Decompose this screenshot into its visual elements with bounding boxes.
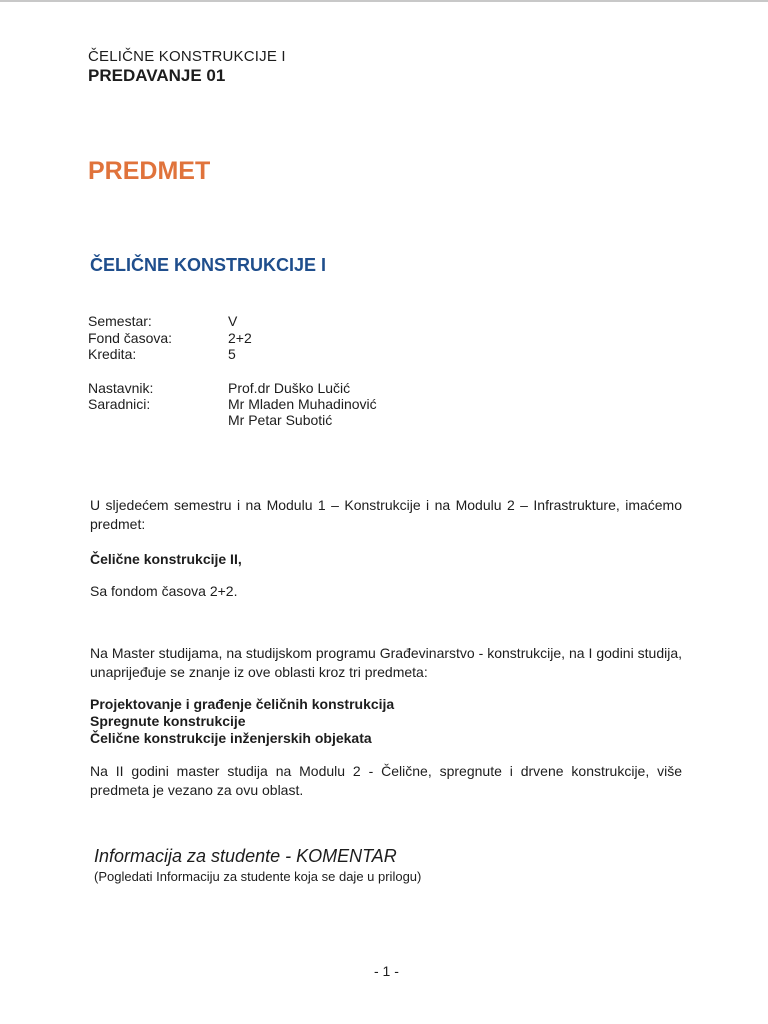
detail-label: Fond časova: [88,330,173,346]
info-subtitle: (Pogledati Informaciju za studente koja se daje u prilogu) [94,869,422,884]
teacher-name: Prof.dr Duško Lučić [228,380,351,396]
assistants-label: Saradnici: [88,396,151,412]
header-lecture-line: PREDAVANJE 01 [88,66,226,85]
master-subject-item: Projektovanje i građenje čeličnih konstrukcija [90,696,395,712]
teacher-label: Nastavnik: [88,380,154,396]
header-course-line: ČELIČNE KONSTRUKCIJE I [88,48,286,65]
master-subject-item: Spregnute konstrukcije [90,713,246,729]
scan-edge-line [0,0,768,2]
master-subject-item: Čelične konstrukcije inženjerskih objekata [90,730,372,746]
hours-line: Sa fondom časova 2+2. [90,583,238,599]
paragraph-master: Na Master studijama, na studijskom programu Građevinarstvo - konstrukcije, na I godini studija, unaprijeđuje se znanje iz ove oblasti kroz tri predmeta: [90,645,682,680]
next-subject: Čelične konstrukcije II, [90,551,242,567]
section-title: PREDMET [88,157,211,185]
paragraph-next-semester: U sljedećem semestru i na Modulu 1 – Konstrukcije i na Modulu 2 – Infrastrukture, imaćemo predmet: [90,497,682,532]
course-title: ČELIČNE KONSTRUKCIJE I [90,255,327,275]
info-title: Informacija za studente - KOMENTAR [94,846,397,866]
detail-value: 5 [228,346,236,362]
page-number: - 1 - [374,963,399,979]
detail-value: V [228,313,238,329]
detail-label: Kredita: [88,346,137,362]
assistant-name: Mr Mladen Muhadinović [228,396,377,412]
detail-value: 2+2 [228,330,252,346]
paragraph-second-year: Na II godini master studija na Modulu 2 - Čelične, spregnute i drvene konstrukcije, više predmeta je vezano za ovu oblast. [90,763,682,798]
assistant-name: Mr Petar Subotić [228,412,333,428]
detail-label: Semestar: [88,313,152,329]
